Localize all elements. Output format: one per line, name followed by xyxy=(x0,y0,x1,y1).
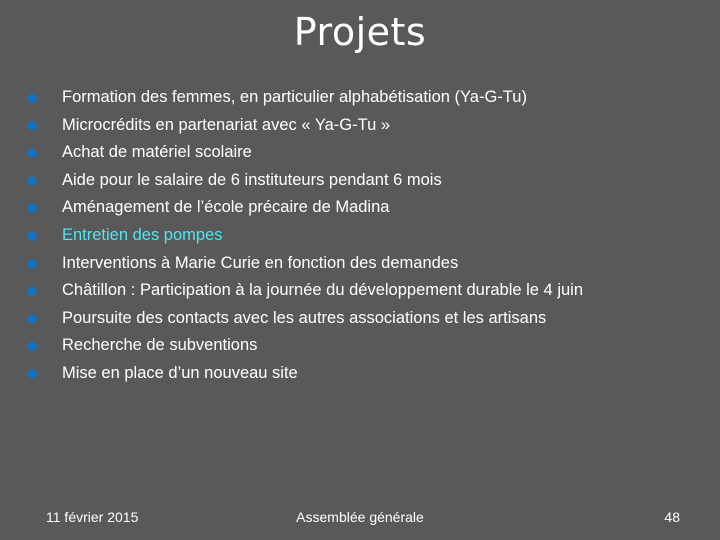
diamond-bullet-icon xyxy=(26,258,37,269)
bullet-item-highlighted xyxy=(28,222,708,250)
bullet-text: Microcrédits en partenariat avec « Ya-G-Tu » xyxy=(62,115,391,134)
bullet-item xyxy=(28,305,708,333)
bullet-text: Formation des femmes, en particulier alphabétisation (Ya-G-Tu) xyxy=(62,88,527,106)
bullet-item xyxy=(28,167,708,195)
bullet-text: Achat de matériel scolaire xyxy=(62,143,252,162)
diamond-bullet-icon xyxy=(26,148,37,159)
bullet-list xyxy=(28,84,708,388)
page-number: 48 xyxy=(664,509,680,525)
bullet-item xyxy=(28,250,708,278)
bullet-item xyxy=(28,112,708,140)
footer-date: 11 février 2015 xyxy=(46,509,139,525)
bullet-item xyxy=(28,84,708,112)
bullet-text: Interventions à Marie Curie en fonction des demandes xyxy=(62,253,459,272)
diamond-bullet-icon xyxy=(26,92,37,103)
diamond-bullet-icon xyxy=(26,368,37,379)
bullet-item xyxy=(28,332,708,360)
bullet-text: Aménagement de l’école précaire de Madina xyxy=(62,198,390,217)
bullet-text: Châtillon : Participation à la journée du développement durable le 4 juin xyxy=(62,281,584,300)
footer-title: Assemblée générale xyxy=(296,509,424,525)
bullet-text: Aide pour le salaire de 6 instituteurs pendant 6 mois xyxy=(62,170,442,189)
bullet-item xyxy=(28,360,708,388)
bullet-text: Mise en place d’un nouveau site xyxy=(62,363,298,382)
bullet-item xyxy=(28,139,708,167)
diamond-bullet-icon xyxy=(26,203,37,214)
diamond-bullet-icon xyxy=(26,230,37,241)
diamond-bullet-icon xyxy=(26,120,37,131)
bullet-text: Poursuite des contacts avec les autres associations et les artisans xyxy=(62,308,547,327)
diamond-bullet-icon xyxy=(26,313,37,324)
bullet-text: Entretien des pompes xyxy=(62,225,223,244)
diamond-bullet-icon xyxy=(26,285,37,296)
diamond-bullet-icon xyxy=(26,341,37,352)
bullet-item xyxy=(28,277,708,305)
slide-title: Projets xyxy=(293,10,427,54)
diamond-bullet-icon xyxy=(26,175,37,186)
bullet-item xyxy=(28,194,708,222)
bullet-text: Recherche de subventions xyxy=(62,336,258,355)
